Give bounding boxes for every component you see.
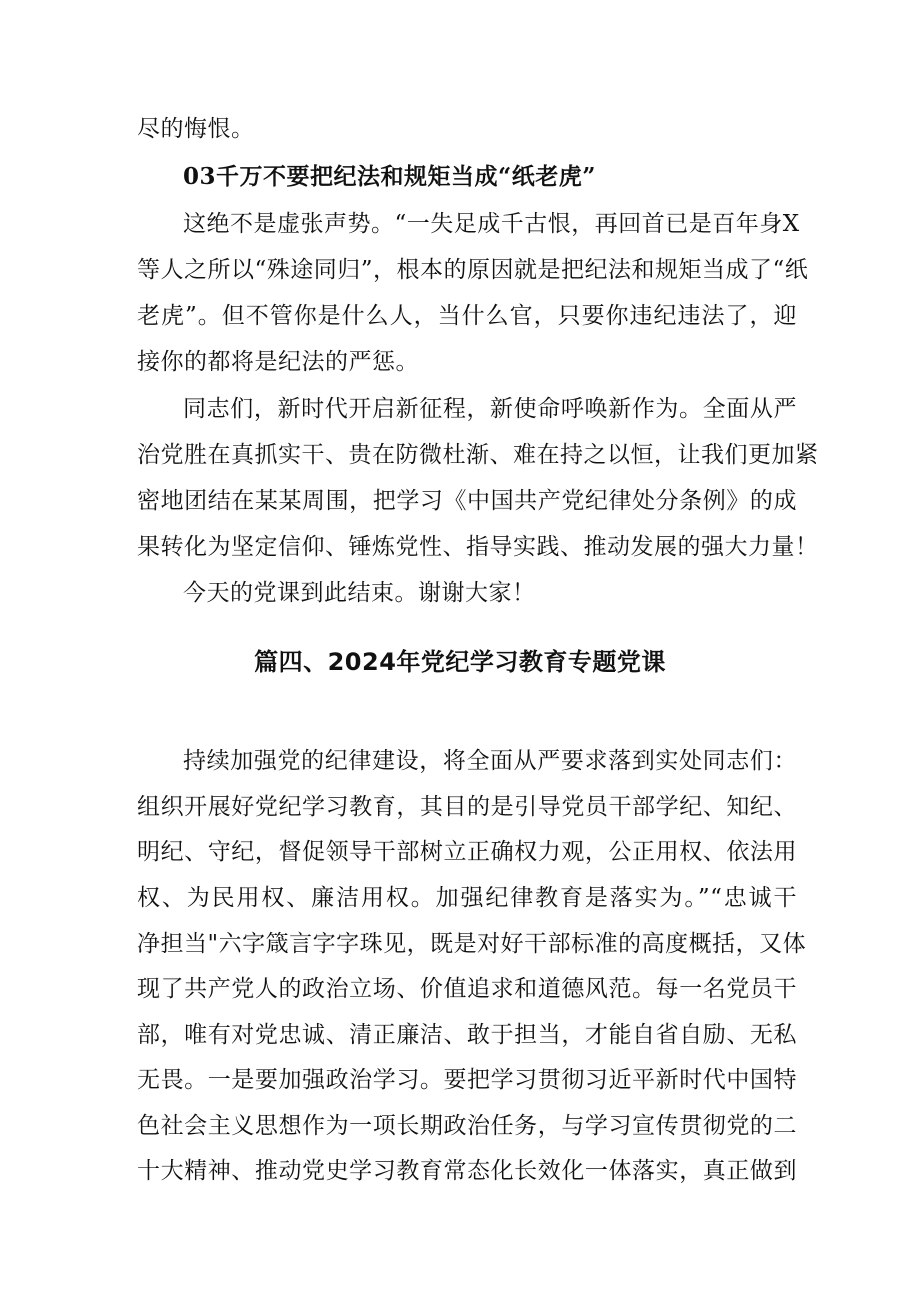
paragraph-line: 组织开展好党纪学习教育，其目的是引导党员干部学纪、知纪、: [137, 794, 797, 820]
paragraph-line: 部，唯有对党忠诚、清正廉洁、敢于担当，才能自省自励、无私: [137, 1022, 797, 1048]
section-title: 篇四、2024年党纪学习教育专题党课: [254, 648, 666, 676]
paragraph-line: 尽的悔恨。: [137, 116, 255, 142]
paragraph-line: 明纪、守纪，督促领导干部树立正确权力观，公正用权、依法用: [137, 839, 797, 865]
paragraph-line: 现了共产党人的政治立场、价值追求和道德风范。每一名党员干: [137, 976, 797, 1002]
paragraph-line: 老虎”。但不管你是什么人，当什么官，只要你违纪违法了，迎: [137, 303, 797, 329]
paragraph-line: 这绝不是虚张声势。“一失足成千古恨，再回首已是百年身X: [183, 211, 800, 237]
paragraph-line: 无畏。一是要加强政治学习。要把学习贯彻习近平新时代中国特: [137, 1067, 797, 1093]
paragraph-line: 等人之所以“殊途同归”，根本的原因就是把纪法和规矩当成了“纸: [137, 257, 809, 283]
paragraph-line: 治党胜在真抓实干、贵在防微杜渐、难在持之以恒，让我们更加紧: [137, 442, 819, 468]
paragraph-line: 持续加强党的纪律建设，将全面从严要求落到实处同志们：: [183, 748, 797, 774]
paragraph-line: 净担当"六字箴言字字珠见，既是对好干部标准的高度概括，又体: [137, 931, 807, 957]
paragraph-line: 果转化为坚定信仰、锤炼党性、指导实践、推动发展的强大力量！: [137, 534, 819, 560]
paragraph-line: 同志们，新时代开启新征程，新使命呼唤新作为。全面从严: [183, 396, 797, 422]
paragraph-line: 色社会主义思想作为一项长期政治任务，与学习宣传贯彻党的二: [137, 1113, 797, 1139]
paragraph-line: 今天的党课到此结束。谢谢大家！: [183, 580, 536, 606]
paragraph-line: 十大精神、推动党史学习教育常态化长效化一体落实，真正做到: [137, 1158, 797, 1184]
paragraph-line: 接你的都将是纪法的严惩。: [137, 349, 419, 375]
paragraph-line: 密地团结在某某周围，把学习《中国共产党纪律处分条例》的成: [137, 488, 797, 514]
paragraph-line: 权、为民用权、廉洁用权。加强纪律教育是落实为。”“忠诚干: [137, 885, 797, 911]
subheading-03: 03千万不要把纪法和规矩当成“纸老虎”: [183, 163, 596, 190]
